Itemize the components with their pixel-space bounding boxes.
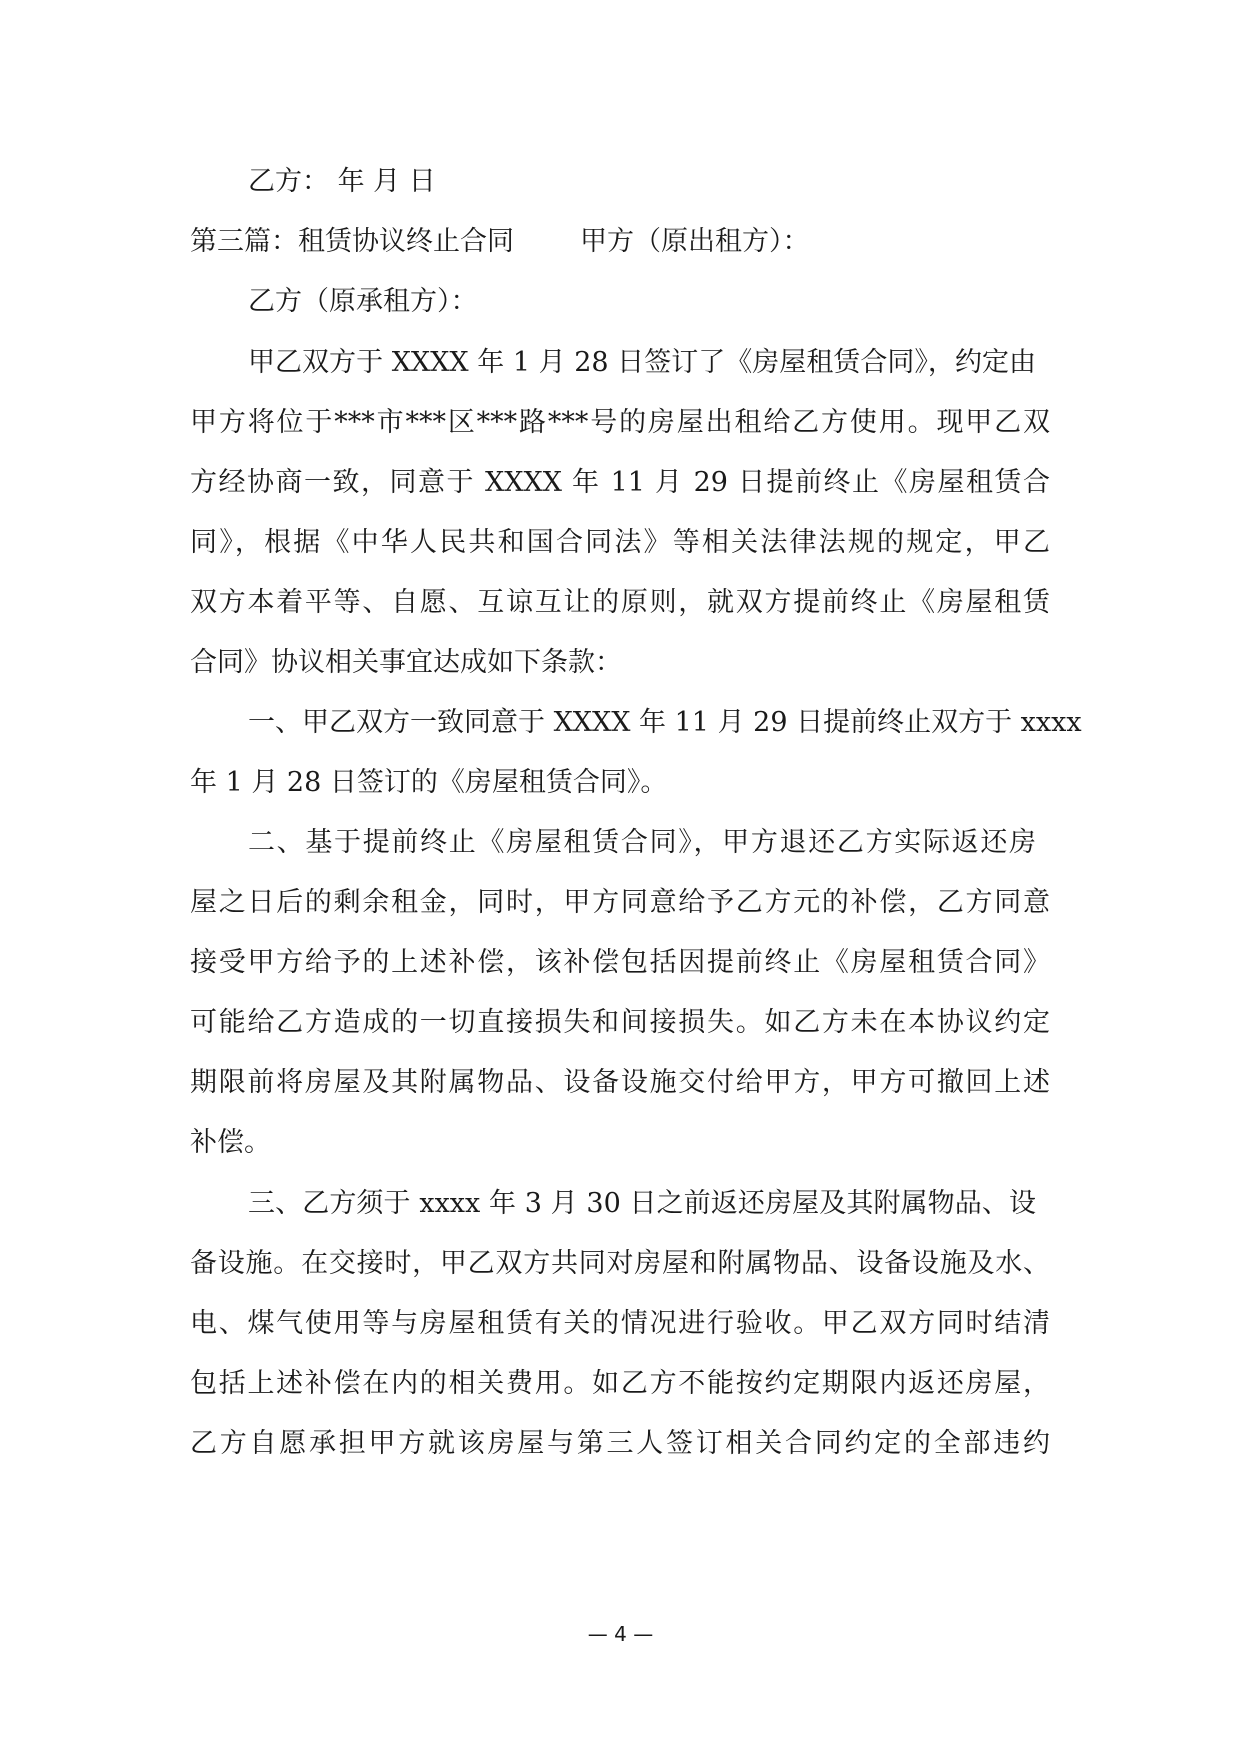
page-number: — 4 — [587,1622,654,1646]
paragraph-line: 甲乙双方于 XXXX 年 1 月 28 日签订了《房屋租赁合同》，约定由 [248,347,1036,378]
party-a-label: 甲方（原出租方）： [580,226,810,257]
clause-line: 补偿。 [190,1127,271,1158]
clause-line: 包括上述补偿在内的相关费用。如乙方不能按约定期限内返还房屋， [190,1368,1050,1399]
clause-line: 二、基于提前终止《房屋租赁合同》，甲方退还乙方实际返还房 [248,827,1036,858]
paragraph-line: 同》，根据《中华人民共和国合同法》等相关法律法规的规定，甲乙 [190,527,1050,558]
clause-line: 接受甲方给予的上述补偿，该补偿包括因提前终止《房屋租赁合同》 [190,947,1050,978]
paragraph-line: 甲方将位于***市***区***路***号的房屋出租给乙方使用。现甲乙双 [190,407,1050,438]
clause-line: 期限前将房屋及其附属物品、设备设施交付给甲方，甲方可撤回上述 [190,1067,1050,1098]
paragraph-line: 方经协商一致，同意于 XXXX 年 11 月 29 日提前终止《房屋租赁合 [190,467,1050,498]
clause-line: 三、乙方须于 xxxx 年 3 月 30 日之前返还房屋及其附属物品、设 [248,1188,1036,1219]
clause-line: 一、甲乙双方一致同意于 XXXX 年 11 月 29 日提前终止双方于 xxxx [248,707,1082,738]
signature-line: 乙方： 年 月 日 [248,166,436,197]
clause-line: 电、煤气使用等与房屋租赁有关的情况进行验收。甲乙双方同时结清 [190,1308,1050,1339]
clause-line: 年 1 月 28 日签订的《房屋租赁合同》。 [190,767,668,798]
clause-line: 备设施。在交接时，甲乙双方共同对房屋和附属物品、设备设施及水、 [190,1248,1050,1279]
clause-line: 乙方自愿承担甲方就该房屋与第三人签订相关合同约定的全部违约 [190,1428,1050,1459]
party-b-label: 乙方（原承租方）： [248,286,478,317]
paragraph-line: 双方本着平等、自愿、互谅互让的原则，就双方提前终止《房屋租赁 [190,587,1050,618]
section-heading-row [190,222,1050,262]
clause-line: 可能给乙方造成的一切直接损失和间接损失。如乙方未在本协议约定 [190,1007,1050,1038]
clause-line: 屋之日后的剩余租金，同时，甲方同意给予乙方元的补偿，乙方同意 [190,887,1050,918]
paragraph-line: 合同》协议相关事宜达成如下条款： [190,647,622,678]
section-title: 第三篇：租赁协议终止合同 [190,226,514,257]
